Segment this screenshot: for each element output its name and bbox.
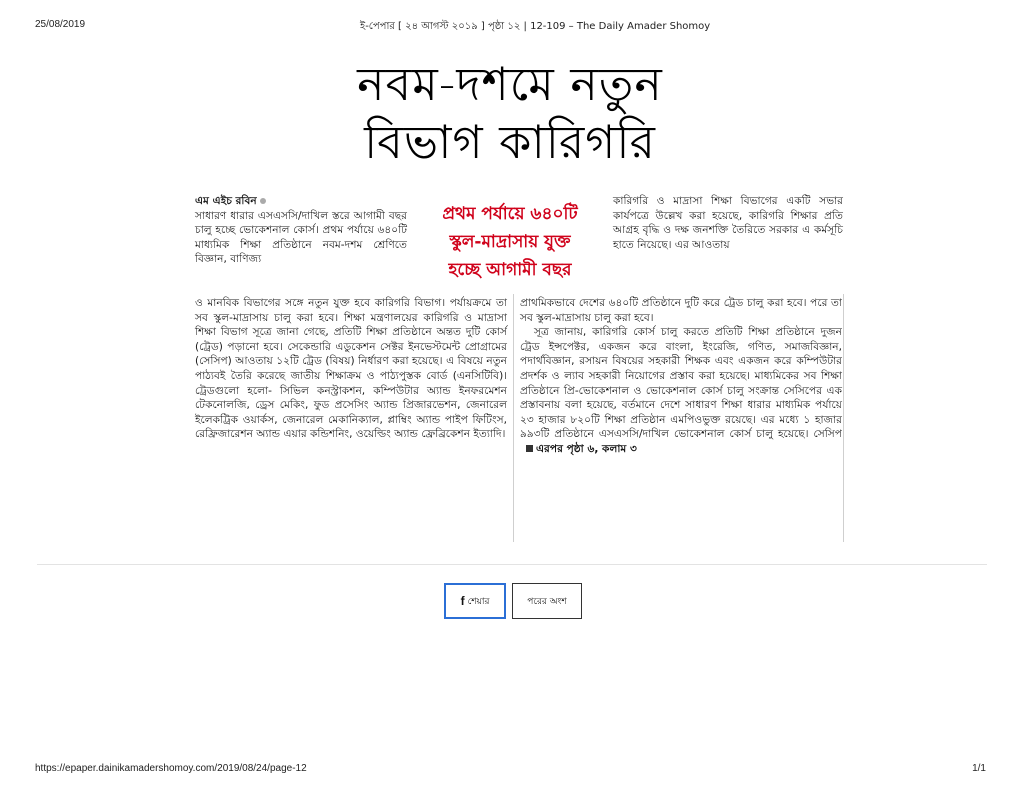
byline: এম এইচ রবিন: [195, 195, 266, 207]
facebook-icon: f: [460, 594, 465, 608]
next-part-button-label: পরের অংশ: [527, 596, 567, 607]
body-right-paragraph-2: সূত্র জানায়, কারিগরি কোর্স চালু করতে প্রতিটি শিক্ষা প্রতিষ্ঠানে দুজন ট্রেড ইন্সপেক্টর, একজন করে বাংলা, ইংরেজি, গণিত, সমাজবিজ্ঞান, পদার্থবিজ্ঞান, রসায়ন বিষয়ের সহকারী শিক্ষক এবং একজন করে কম্পিউটার প্রদর্শক ও ল্যাব সহকারী নিয়োগের প্রস্তাব করা হয়েছে। মাধ্যমিকের সব শিক্ষা প্রতিষ্ঠানে প্রি-ভোকেশনাল ও ভোকেশনাল কোর্স চালু সংক্রান্ত সেসিপের এক প্রস্তাবনায় বলা হয়েছে, বর্তমানে দেশে সাধারণ শিক্ষা ধারার মাধ্যমিক পর্যায়ে ২৩ হাজার ৮২০টি শিক্ষা প্রতিষ্ঠান এমপিওভুক্ত রয়েছে। এর মধ্যে ১ হাজার ৯৯৩টি প্রতিষ্ঠানে এসএসসি/দাখিল ভোকেশনাল কোর্স চালু হয়েছে। সেসিপএরপর পৃষ্ঠা ৬, কলাম ৩: [520, 326, 842, 455]
print-footer-page-count: 1/1: [972, 763, 986, 774]
body-left-column: [195, 296, 507, 442]
intro-right-column: [613, 194, 843, 252]
body-left-text: ও মানবিক বিভাগের সঙ্গে নতুন যুক্ত হবে কারিগরি বিভাগ। পর্যায়ক্রমে তা সব স্কুল-মাদ্রাসায় চালু করা হবে। শিক্ষা মন্ত্রণালয়ের কারিগরি ও মাদ্রাসা শিক্ষা বিভাগ সূত্রে জানা গেছে, প্রতিটি শিক্ষা প্রতিষ্ঠানে অন্তত দুটি কোর্স (ট্রেড) পড়ানো হবে। সেকেন্ডারি এডুকেশন সেক্টর ইনভেস্টমেন্ট প্রোগ্রামের (সেসিপ) আওতায় ১২টি ট্রেড (বিষয়) নির্ধারণ করা হয়েছে। এ বিষয়ে নতুন পাঠ্যবই তৈরি করেছে জাতীয় শিক্ষাক্রম ও পাঠ্যপুস্তক বোর্ড (এনসিটিবি)। ট্রেডগুলো হলো- সিভিল কনস্ট্রাকশন, কম্পিউটার অ্যান্ড ইনফরমেশন টেকনোলজি, ড্রেস মেকিং, ফুড প্রসেসিং অ্যান্ড প্রিজারভেশন, জেনারেল ইলেকট্রিক ওয়ার্কস, জেনারেল মেকানিক্যাল, প্লাম্বিং অ্যান্ড পাইপ ফিটিংস, রেফ্রিজারেশন অ্যান্ড এয়ার কন্ডিশনিং, ওয়েল্ডিং অ্যান্ড ফ্রেব্রিকেশন ইত্যাদি।: [195, 297, 507, 441]
page-divider: [37, 564, 987, 565]
body-right-column: [520, 296, 842, 457]
intro-left-text: সাধারণ ধারার এসএসসি/দাখিল স্তরে আগামী বছর চালু হচ্ছে ভোকেশনাল কোর্স। প্রথম পর্যায়ে ৬৪০টি মাধ্যমিক শিক্ষা প্রতিষ্ঠানে নবম-দশম শ্রেণিতে বিজ্ঞান, বাণিজ্য: [195, 209, 407, 266]
print-date: 25/08/2019: [35, 19, 86, 30]
sub-headline-line-1: প্রথম পর্যায়ে ৬৪০টি: [442, 204, 578, 224]
column-divider: [513, 294, 514, 542]
square-bullet-icon: [526, 445, 533, 452]
byline-dot-icon: [260, 198, 266, 204]
print-footer-url: https://epaper.dainikamadershomoy.com/2019/08/24/page-12: [35, 763, 307, 774]
headline-line-1: নবম-দশমে নতুন: [357, 57, 663, 111]
sub-headline: [415, 200, 605, 284]
intro-right-text: কারিগরি ও মাদ্রাসা শিক্ষা বিভাগের একটি সভার কার্যপত্রে উল্লেখ করা হয়েছে, কারিগরি শিক্ষার প্রতি আগ্রহ বৃদ্ধি ও দক্ষ জনশক্তি তৈরিতে সরকার এ কর্মসূচি হাতে নিয়েছে। এর আওতায়: [613, 195, 843, 251]
continued-note: এরপর পৃষ্ঠা ৬, কলাম ৩: [526, 443, 637, 455]
share-button-label: শেয়ার: [467, 596, 490, 607]
next-part-button[interactable]: [512, 583, 582, 619]
sub-headline-line-3: হচ্ছে আগামী বছর: [448, 260, 572, 280]
headline: [230, 55, 790, 171]
facebook-share-button[interactable]: [444, 583, 506, 619]
article-body: [195, 194, 845, 544]
sub-headline-line-2: স্কুল-মাদ্রাসায় যুক্ত: [449, 232, 571, 252]
intro-left-column: [195, 194, 407, 267]
print-page-title: ই-পেপার [ ২৪ আগস্ট ২০১৯ ] পৃষ্ঠা ১২ | 12-109 – The Daily Amader Shomoy: [360, 21, 711, 32]
headline-line-2: বিভাগ কারিগরি: [364, 115, 656, 169]
body-right-paragraph-1: প্রাথমিকভাবে দেশের ৬৪০টি প্রতিষ্ঠানে দুটি করে ট্রেড চালু করা হবে। পরে তা সব স্কুল-মাদ্রাসায় চালু করা হবে।: [520, 297, 842, 324]
right-rule: [843, 294, 844, 542]
